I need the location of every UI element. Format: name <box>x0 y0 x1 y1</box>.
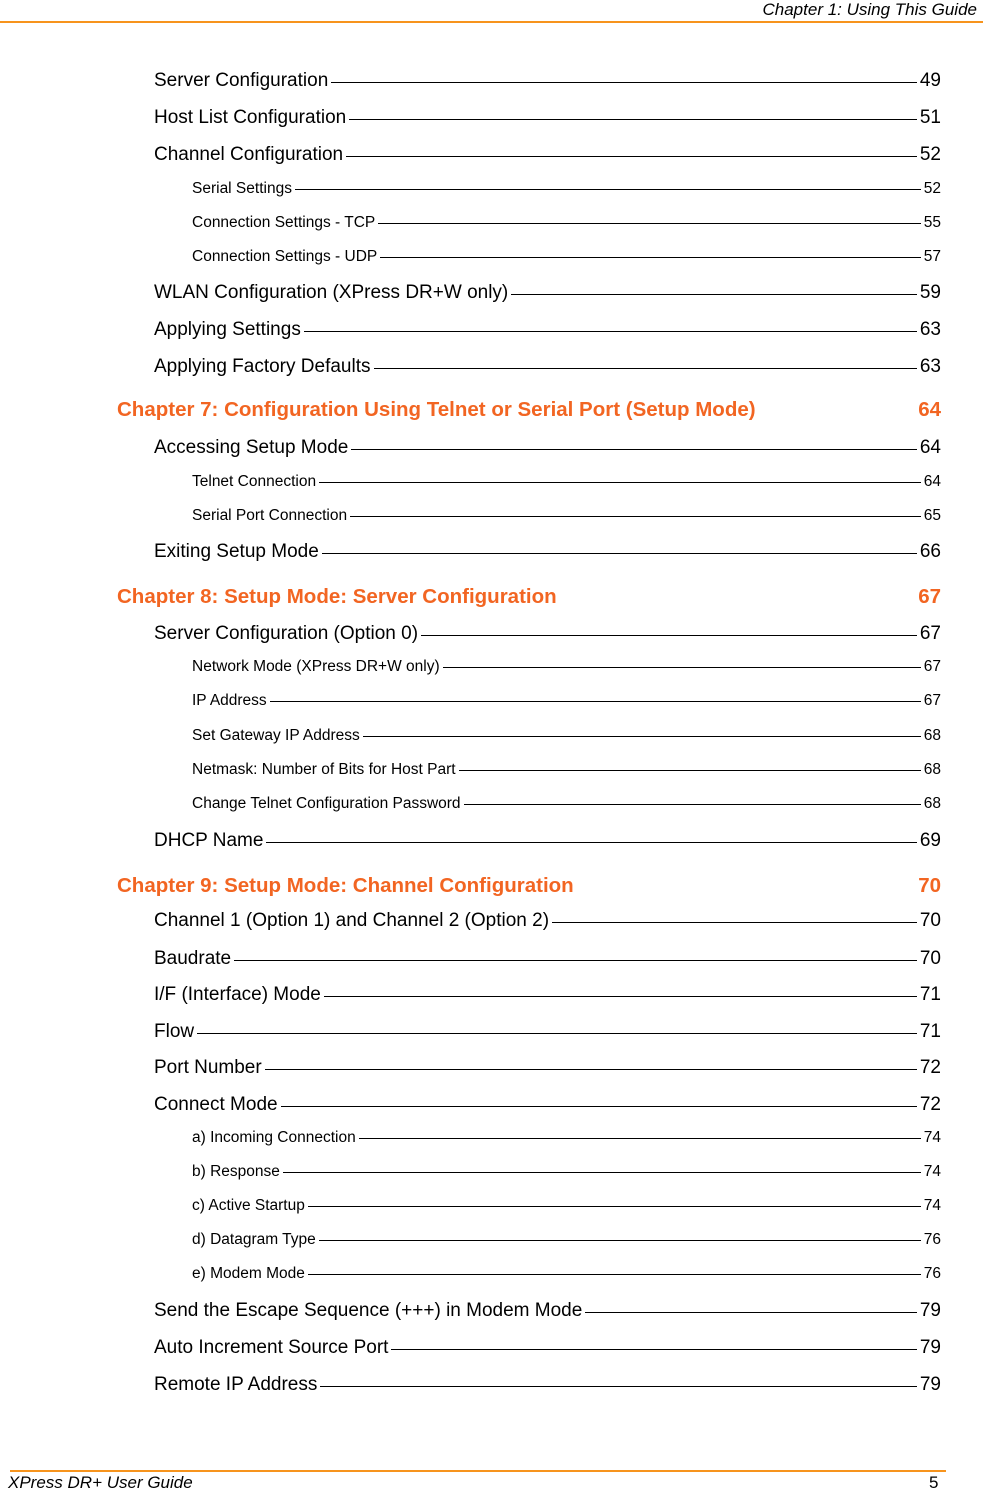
toc-subsection-entry[interactable] <box>192 214 941 232</box>
toc-section-entry[interactable] <box>154 984 941 1006</box>
toc-chapter-entry[interactable] <box>117 585 941 609</box>
toc-entry-title: DHCP Name <box>154 830 264 851</box>
toc-leader-line <box>443 667 921 668</box>
toc-entry-page: 70 <box>918 874 941 897</box>
toc-entry-title: I/F (Interface) Mode <box>154 984 321 1005</box>
toc-entry-title: d) Datagram Type <box>192 1231 316 1248</box>
toc-entry-title: Channel 1 (Option 1) and Channel 2 (Option 2) <box>154 910 550 931</box>
toc-entry-page: 74 <box>923 1197 941 1214</box>
toc-subsection-entry[interactable] <box>192 507 941 525</box>
toc-entry-page: 68 <box>923 795 941 812</box>
toc-leader-line <box>459 770 921 771</box>
toc-section-entry[interactable] <box>154 144 941 166</box>
toc-entry-page: 64 <box>918 398 941 421</box>
toc-entry-title: Connection Settings - TCP <box>192 214 376 231</box>
toc-entry-page: 74 <box>923 1129 941 1146</box>
toc-leader-line <box>380 257 921 258</box>
toc-leader-line <box>374 368 917 369</box>
toc-leader-line <box>319 1240 921 1241</box>
toc-entry-title: Chapter 7: Configuration Using Telnet or Serial Port (Setup Mode) <box>117 398 756 421</box>
toc-leader-line <box>346 156 917 157</box>
toc-entry-title: a) Incoming Connection <box>192 1129 356 1146</box>
toc-entry-page: 76 <box>923 1265 941 1282</box>
toc-entry-page: 68 <box>923 761 941 778</box>
toc-leader-line <box>295 189 921 190</box>
toc-subsection-entry[interactable] <box>192 795 941 813</box>
toc-entry-page: 63 <box>919 319 941 340</box>
toc-entry-title: Serial Port Connection <box>192 507 348 524</box>
toc-entry-title: Server Configuration (Option 0) <box>154 623 419 644</box>
toc-section-entry[interactable] <box>154 623 941 645</box>
toc-section-entry[interactable] <box>154 319 941 341</box>
toc-section-entry[interactable] <box>154 282 941 304</box>
toc-section-entry[interactable] <box>154 541 941 563</box>
toc-chapter-entry[interactable] <box>117 874 941 898</box>
toc-entry-title: Auto Increment Source Port <box>154 1337 389 1358</box>
toc-entry-title: Applying Factory Defaults <box>154 356 371 377</box>
toc-entry-title: Host List Configuration <box>154 107 347 128</box>
toc-entry-page: 63 <box>919 356 941 377</box>
toc-entry-title: Baudrate <box>154 948 232 969</box>
toc-entry-page: 71 <box>919 984 941 1005</box>
toc-entry-title: c) Active Startup <box>192 1197 305 1214</box>
toc-subsection-entry[interactable] <box>192 180 941 198</box>
header-divider <box>0 21 983 23</box>
toc-leader-line <box>283 1172 921 1173</box>
toc-entry-page: 64 <box>919 437 941 458</box>
toc-leader-line <box>391 1349 916 1350</box>
toc-entry-title: Netmask: Number of Bits for Host Part <box>192 761 456 778</box>
toc-entry-page: 49 <box>919 70 941 91</box>
toc-entry-title: b) Response <box>192 1163 280 1180</box>
toc-entry-page: 70 <box>919 910 941 931</box>
toc-entry-title: Connect Mode <box>154 1094 278 1115</box>
toc-entry-title: e) Modem Mode <box>192 1265 305 1282</box>
toc-leader-line <box>197 1033 917 1034</box>
toc-entry-title: Connection Settings - UDP <box>192 248 378 265</box>
toc-leader-line <box>511 294 917 295</box>
toc-leader-line <box>281 1106 917 1107</box>
toc-section-entry[interactable] <box>154 1094 941 1116</box>
toc-entry-page: 57 <box>923 248 941 265</box>
toc-entry-page: 51 <box>919 107 941 128</box>
toc-entry-title: Set Gateway IP Address <box>192 727 360 744</box>
toc-leader-line <box>363 736 921 737</box>
toc-leader-line <box>421 635 917 636</box>
toc-chapter-entry[interactable] <box>117 398 941 422</box>
toc-entry-title: Remote IP Address <box>154 1374 318 1395</box>
toc-subsection-entry[interactable] <box>192 727 941 745</box>
toc-leader-line <box>266 842 916 843</box>
toc-leader-line <box>320 1386 917 1387</box>
toc-subsection-entry[interactable] <box>192 692 941 710</box>
toc-entry-page: 79 <box>919 1300 941 1321</box>
toc-section-entry[interactable] <box>154 70 941 92</box>
toc-section-entry[interactable] <box>154 830 941 852</box>
toc-leader-line <box>359 1138 921 1139</box>
toc-entry-page: 72 <box>919 1094 941 1115</box>
toc-entry-title: Flow <box>154 1021 195 1042</box>
toc-subsection-entry[interactable] <box>192 658 941 676</box>
toc-subsection-entry[interactable] <box>192 248 941 266</box>
toc-subsection-entry[interactable] <box>192 1163 941 1181</box>
toc-subsection-entry[interactable] <box>192 1265 941 1283</box>
toc-leader-line <box>270 701 921 702</box>
toc-entry-title: Channel Configuration <box>154 144 344 165</box>
toc-leader-line <box>319 482 921 483</box>
toc-entry-title: Change Telnet Configuration Password <box>192 795 461 812</box>
toc-entry-page: 55 <box>923 214 941 231</box>
toc-entry-title: Send the Escape Sequence (+++) in Modem Mode <box>154 1300 583 1321</box>
toc-entry-title: IP Address <box>192 692 267 709</box>
footer-guide-title: XPress DR+ User Guide <box>8 1473 193 1492</box>
toc-subsection-entry[interactable] <box>192 473 941 491</box>
toc-entry-page: 76 <box>923 1231 941 1248</box>
toc-entry-page: 68 <box>923 727 941 744</box>
toc-entry-title: Network Mode (XPress DR+W only) <box>192 658 440 675</box>
toc-leader-line <box>265 1069 917 1070</box>
toc-entry-page: 69 <box>919 830 941 851</box>
toc-subsection-entry[interactable] <box>192 1231 941 1249</box>
toc-entry-page: 67 <box>923 692 941 709</box>
toc-entry-page: 67 <box>918 585 941 608</box>
toc-entry-page: 59 <box>919 282 941 303</box>
toc-section-entry[interactable] <box>154 1021 941 1043</box>
toc-entry-title: Port Number <box>154 1057 262 1078</box>
toc-leader-line <box>585 1312 917 1313</box>
toc-entry-page: 71 <box>919 1021 941 1042</box>
toc-entry-title: Chapter 8: Setup Mode: Server Configuration <box>117 585 557 608</box>
toc-entry-page: 65 <box>923 507 941 524</box>
toc-leader-line <box>234 960 917 961</box>
toc-entry-title: Applying Settings <box>154 319 301 340</box>
toc-leader-line <box>322 553 917 554</box>
toc-leader-line <box>331 82 917 83</box>
toc-entry-page: 79 <box>919 1374 941 1395</box>
toc-entry-title: WLAN Configuration (XPress DR+W only) <box>154 282 509 303</box>
toc-section-entry[interactable] <box>154 356 941 378</box>
header-chapter-title: Chapter 1: Using This Guide <box>762 0 977 19</box>
toc-entry-page: 52 <box>919 144 941 165</box>
toc-entry-page: 52 <box>923 180 941 197</box>
toc-leader-line <box>351 449 917 450</box>
footer-divider <box>10 1470 946 1472</box>
toc-entry-page: 67 <box>919 623 941 644</box>
toc-entry-page: 79 <box>919 1337 941 1358</box>
toc-entry-title: Chapter 9: Setup Mode: Channel Configuration <box>117 874 574 897</box>
toc-section-entry[interactable] <box>154 1057 941 1079</box>
toc-leader-line <box>464 804 921 805</box>
toc-entry-title: Serial Settings <box>192 180 292 197</box>
toc-entry-page: 64 <box>923 473 941 490</box>
toc-section-entry[interactable] <box>154 910 941 932</box>
toc-subsection-entry[interactable] <box>192 761 941 779</box>
toc-entry-title: Server Configuration <box>154 70 329 91</box>
toc-subsection-entry[interactable] <box>192 1129 941 1147</box>
toc-section-entry[interactable] <box>154 1374 941 1396</box>
toc-leader-line <box>350 516 921 517</box>
toc-subsection-entry[interactable] <box>192 1197 941 1215</box>
toc-section-entry[interactable] <box>154 948 941 970</box>
toc-leader-line <box>304 331 917 332</box>
toc-section-entry[interactable] <box>154 107 941 129</box>
toc-leader-line <box>378 223 921 224</box>
footer-page-number: 5 <box>929 1473 939 1492</box>
toc-section-entry[interactable] <box>154 437 941 459</box>
toc-leader-line <box>324 996 917 997</box>
toc-entry-title: Accessing Setup Mode <box>154 437 349 458</box>
toc-entry-title: Exiting Setup Mode <box>154 541 319 562</box>
toc-section-entry[interactable] <box>154 1300 941 1322</box>
toc-section-entry[interactable] <box>154 1337 941 1359</box>
toc-leader-line <box>308 1274 921 1275</box>
toc-entry-page: 72 <box>919 1057 941 1078</box>
toc-entry-page: 70 <box>919 948 941 969</box>
toc-leader-line <box>308 1206 921 1207</box>
toc-entry-page: 66 <box>919 541 941 562</box>
toc-entry-page: 74 <box>923 1163 941 1180</box>
toc-leader-line <box>349 119 917 120</box>
toc-entry-page: 67 <box>923 658 941 675</box>
toc-entry-title: Telnet Connection <box>192 473 317 490</box>
toc-leader-line <box>552 922 917 923</box>
